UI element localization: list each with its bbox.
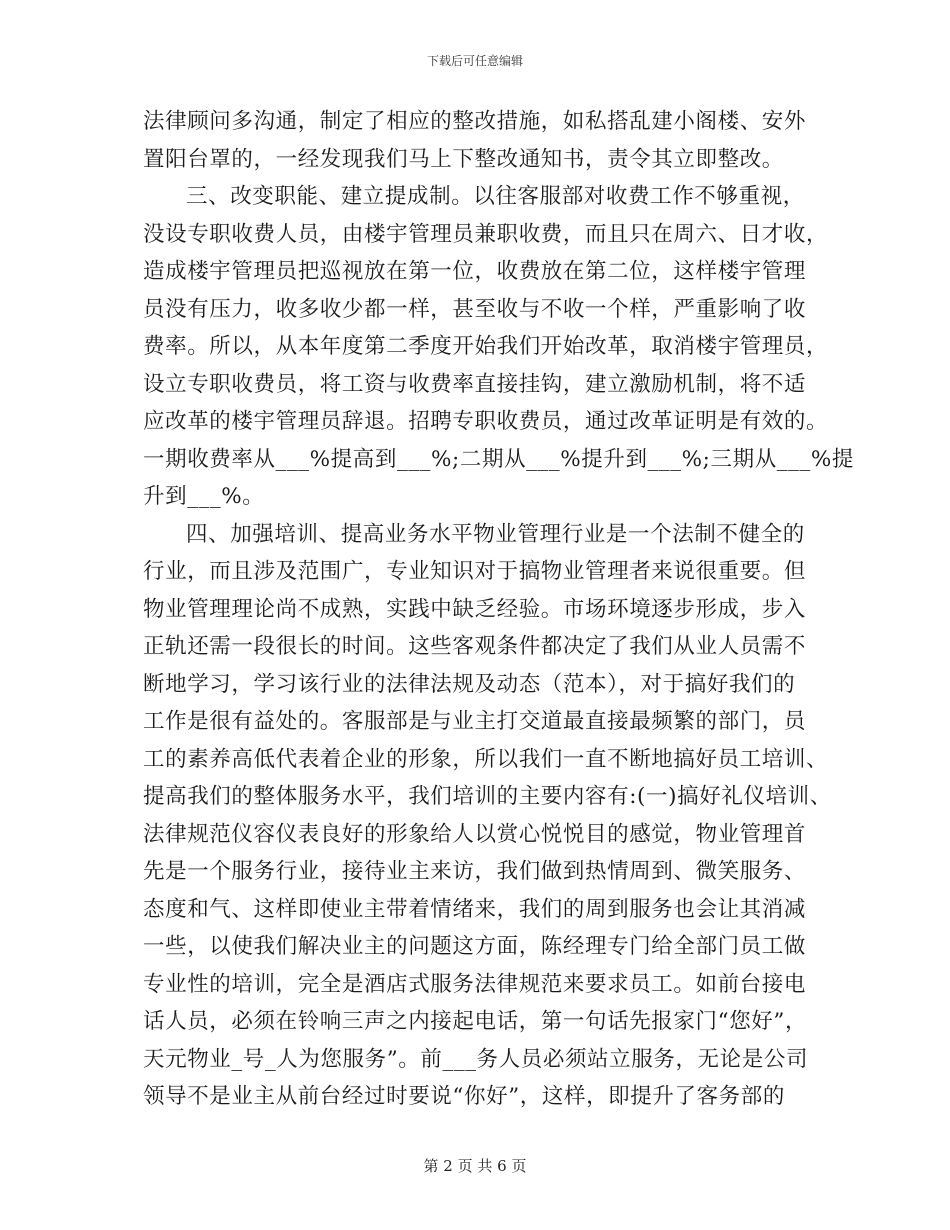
text-line: 三、改变职能、建立提成制。以往客服部对收费工作不够重视， <box>186 184 805 209</box>
text-line: 天元物业_号_人为您服务”。前___务人员必须站立服务，无论是公司 <box>143 1046 809 1072</box>
text-line: 行业，而且涉及范围广，专业知识对于搞物业管理者来说很重要。但 <box>143 559 807 584</box>
text-line: 领导不是业主从前台经过时要说“你好”，这样，即提升了客务部的 <box>143 1084 785 1109</box>
text-line: 法律规范仪容仪表良好的形象给人以赏心悦悦目的感觉，物业管理首 <box>143 821 807 847</box>
text-line: 升到___%。 <box>143 484 265 509</box>
text-line: 话人员，必须在铃响三声之内接起电话，第一句话先报家门“您好”， <box>143 1009 808 1034</box>
page-header: 下载后可任意编辑 <box>426 54 523 68</box>
text-line: 专业性的培训，完全是酒店式服务法律规范来要求员工。如前台接电 <box>143 971 807 997</box>
text-line: 工的素养高低代表着企业的形象，所以我们一直不断地搞好员工培训、 <box>143 746 829 772</box>
text-line: 员没有压力，收多收少都一样，甚至收与不收一个样，严重影响了收 <box>143 296 807 322</box>
text-line: 工作是很有益处的。客服部是与业主打交道最直接最频繁的部门，员 <box>143 709 807 734</box>
document-body <box>143 103 854 1116</box>
text-line: 断地学习，学习该行业的法律法规及动态（范本），对于搞好我们的 <box>143 671 796 697</box>
text-line: 法律顾问多沟通，制定了相应的整改措施，如私搭乱建小阁楼、安外 <box>143 109 807 134</box>
text-line: 设立专职收费员，将工资与收费率直接挂钩，建立激励机制，将不适 <box>143 371 807 397</box>
text-line: 一期收费率从___%提高到___%;二期从___%提升到___%;三期从___%提 <box>143 446 854 472</box>
text-line: 正轨还需一段很长的时间。这些客观条件都决定了我们从业人员需不 <box>143 634 807 659</box>
text-line: 应改革的楼宇管理员辞退。招聘专职收费员，通过改革证明是有效的。 <box>143 409 829 434</box>
text-line: 先是一个服务行业，接待业主来访，我们做到热情周到、微笑服务、 <box>143 859 807 884</box>
text-line: 提高我们的整体服务水平，我们培训的主要内容有:(一)搞好礼仪培训、 <box>143 784 832 809</box>
text-line: 物业管理理论尚不成熟，实践中缺乏经验。市场环境逐步形成，步入 <box>143 596 807 622</box>
text-line: 造成楼宇管理员把巡视放在第一位，收费放在第二位，这样楼宇管理 <box>143 259 807 284</box>
text-line: 费率。所以，从本年度第二季度开始我们开始改革，取消楼宇管理员， <box>143 334 829 359</box>
text-line: 四、加强培训、提高业务水平物业管理行业是一个法制不健全的 <box>186 521 805 547</box>
text-line: 置阳台罩的，一经发现我们马上下整改通知书，责令其立即整改。 <box>143 146 784 172</box>
text-line: 一些，以使我们解决业主的问题这方面，陈经理专门给全部门员工做 <box>143 934 807 959</box>
page-footer: 第 2 页 共 6 页 <box>423 1157 527 1175</box>
text-line: 态度和气、这样即使业主带着情绪来，我们的周到服务也会让其消减 <box>143 896 807 922</box>
text-line: 没设专职收费人员，由楼宇管理员兼职收费，而且只在周六、日才收， <box>143 221 829 247</box>
